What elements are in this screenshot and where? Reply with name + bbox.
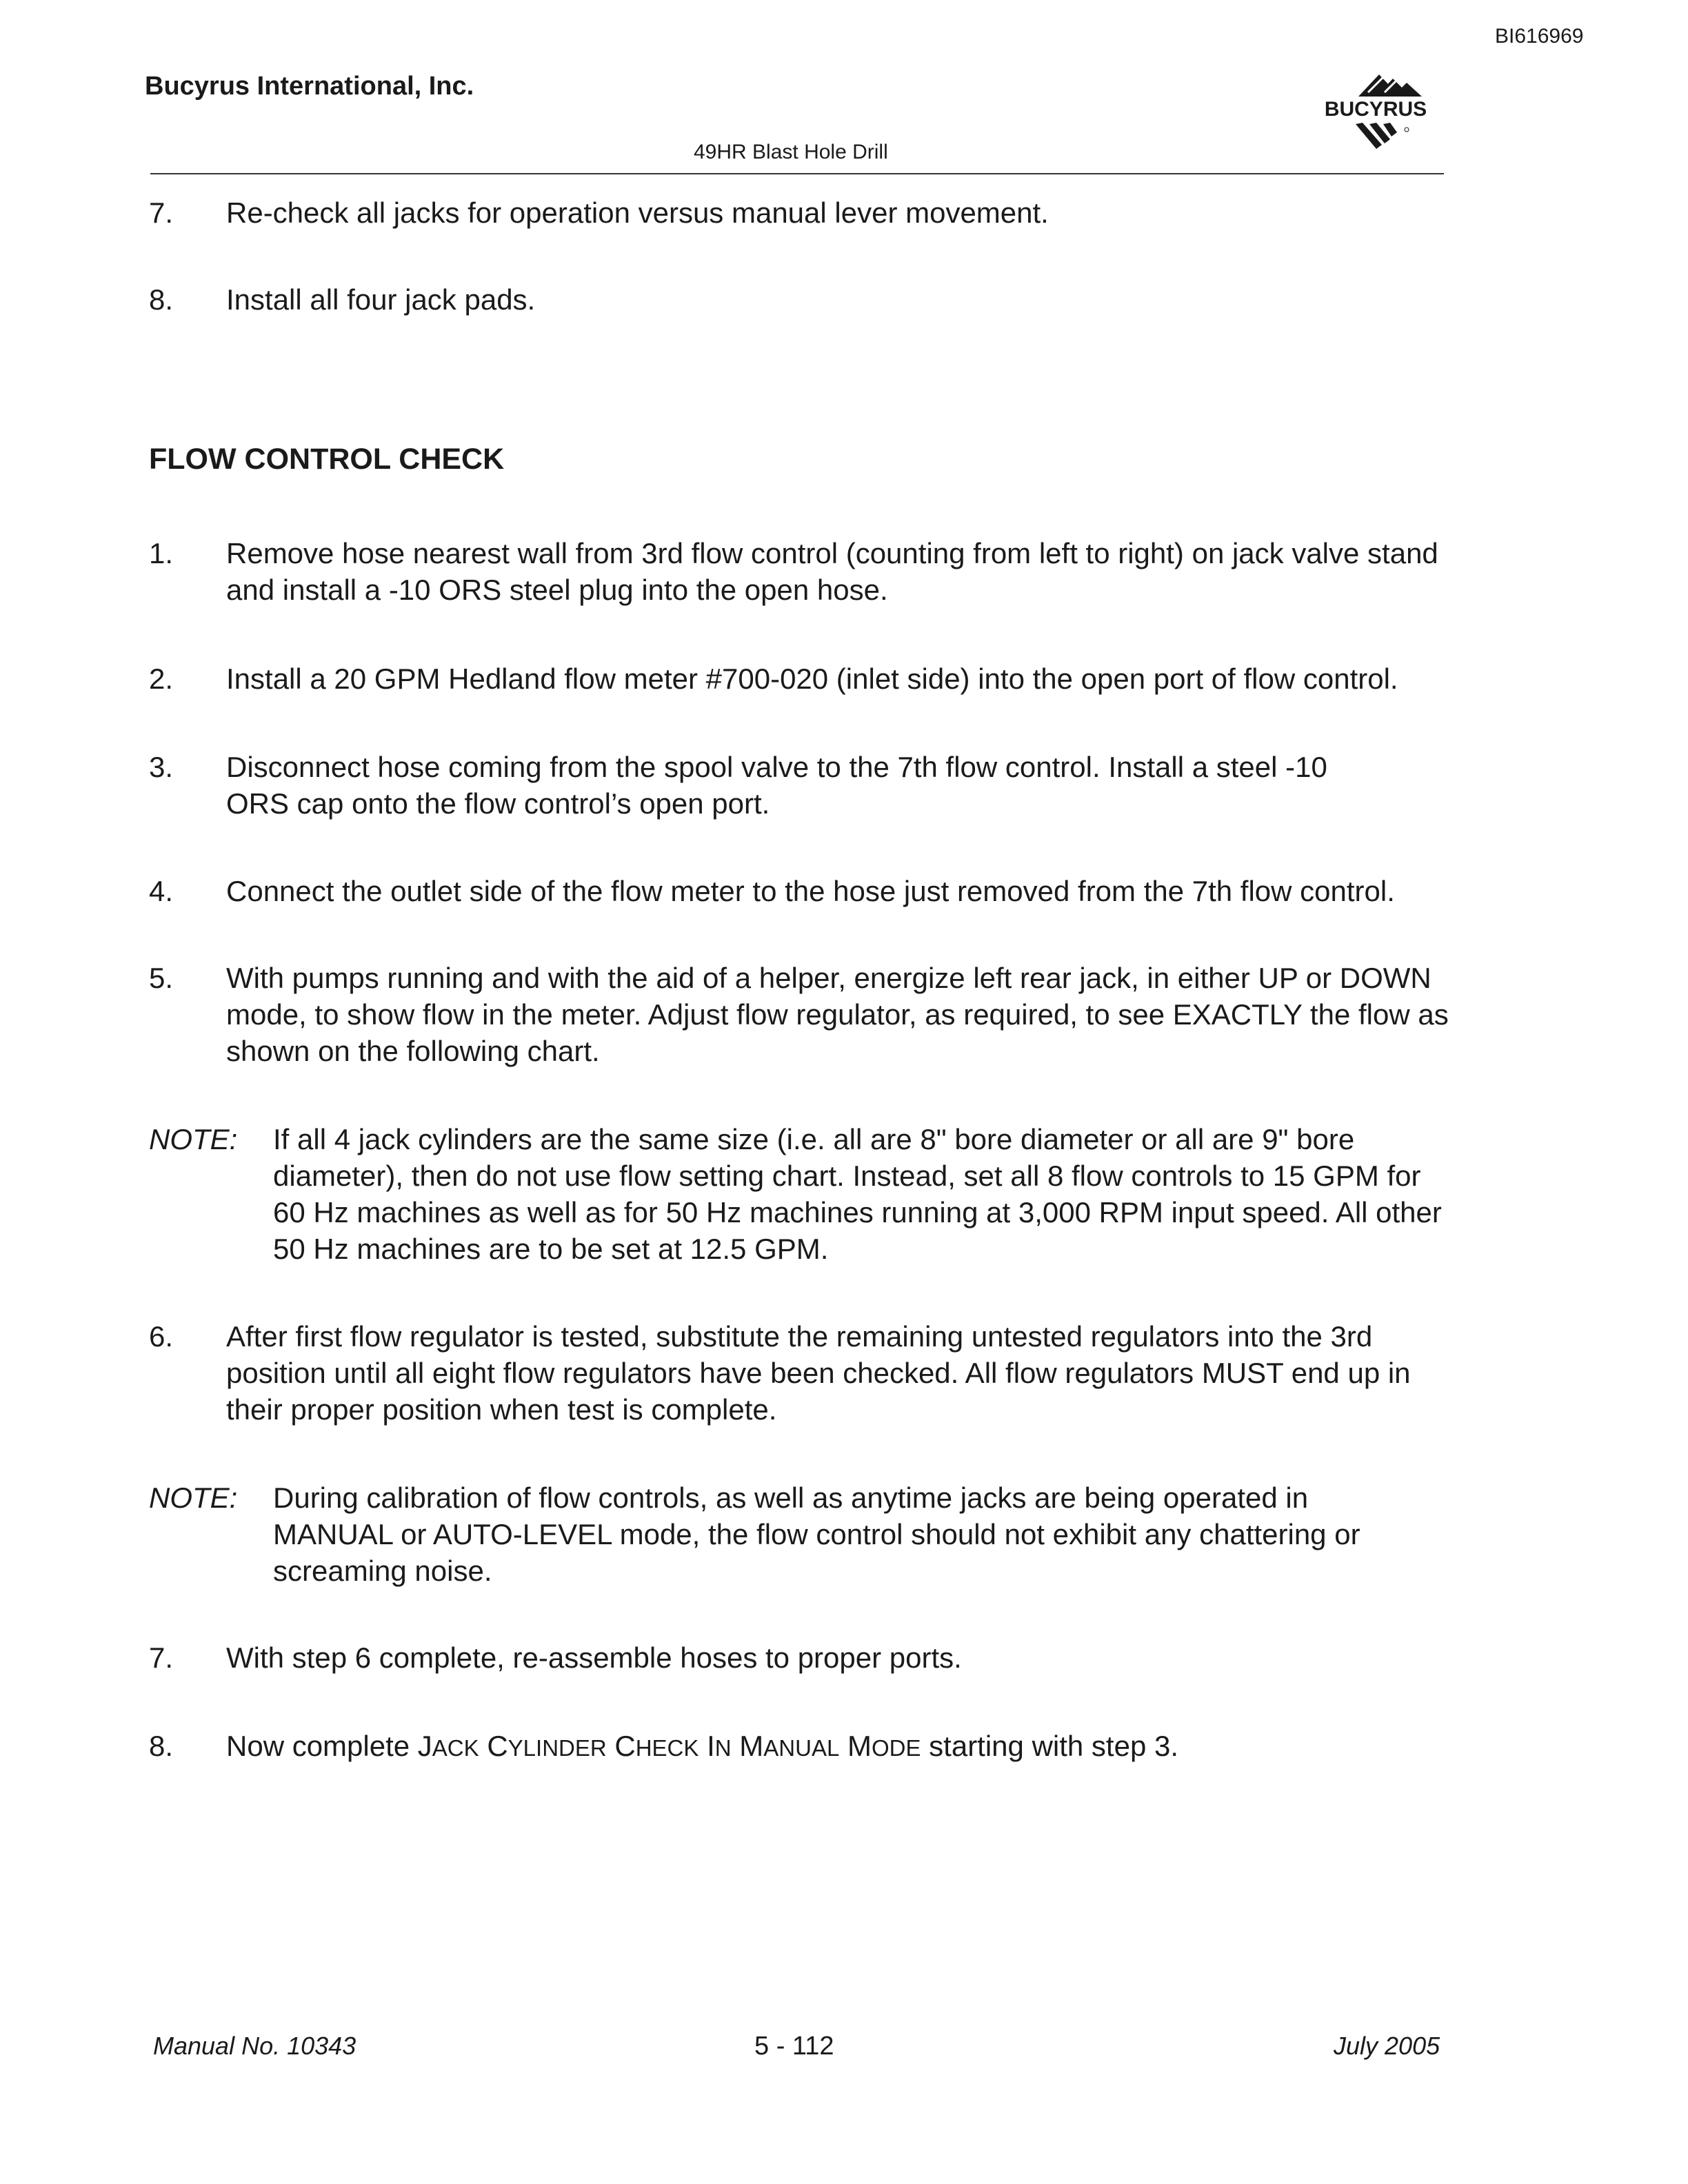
step-text: With pumps running and with the aid of a helper, energize left rear jack, in either UP or DOWN mode, to show flow in the meter. Adjust flow regulator, as required, to see EXACTLY the flow as shown on the following chart. [226, 962, 1449, 1067]
step-number: 8. [149, 283, 174, 316]
step-text [226, 1728, 1454, 1766]
note-text: During calibration of flow controls, as well as anytime jacks are being operated in MANUAL or AUTO-LEVEL mode, the flow control should not exhibit any chattering or screaming noise. [273, 1482, 1360, 1587]
step-text: Disconnect hose coming from the spool valve to the 7th flow control. Install a steel -10 ORS cap onto the flow control’s open port. [226, 751, 1327, 820]
product-title: 49HR Blast Hole Drill [694, 141, 888, 163]
step-number: 8. [149, 1730, 174, 1762]
header-divider [150, 173, 1444, 174]
document-id: BI616969 [1495, 25, 1584, 48]
step-number: 3. [149, 751, 174, 783]
step-number: 4. [149, 875, 174, 907]
step-text: Install all four jack pads. [226, 283, 536, 316]
step-number: 2. [149, 663, 174, 695]
note-label: NOTE: [149, 1482, 238, 1514]
note-label: NOTE: [149, 1123, 238, 1155]
step-text: Connect the outlet side of the flow meter to the hose just removed from the 7th flow control. [226, 875, 1395, 907]
footer-date: July 2005 [1334, 2032, 1440, 2060]
step-text-prefix: Now complete [226, 1730, 418, 1762]
step-text: Install a 20 GPM Hedland flow meter #700-020 (inlet side) into the open port of flow control. [226, 663, 1398, 695]
procedure-reference: JACK CYLINDER CHECK IN MANUAL MODE [417, 1730, 921, 1762]
bucyrus-logo [1310, 72, 1441, 153]
step-number: 5. [149, 962, 174, 994]
step-text: Re-check all jacks for operation versus manual lever movement. [226, 196, 1049, 229]
footer-page-number: 5 - 112 [754, 2032, 834, 2061]
footer-manual-number: Manual No. 10343 [153, 2032, 356, 2060]
step-number: 7. [149, 196, 174, 229]
svg-text:BUCYRUS: BUCYRUS [1324, 98, 1427, 121]
step-number: 1. [149, 537, 174, 569]
step-text-suffix: starting with step 3. [921, 1730, 1179, 1762]
step-number: 6. [149, 1320, 174, 1353]
step-text: With step 6 complete, re-assemble hoses to proper ports. [226, 1641, 962, 1674]
step-text: After first flow regulator is tested, substitute the remaining untested regulators into the 3rd position until all eight flow regulators have been checked. All flow regulators MUST end up in their proper position when test is complete. [226, 1320, 1411, 1426]
company-name: Bucyrus International, Inc. [145, 72, 474, 101]
section-heading: FLOW CONTROL CHECK [149, 443, 505, 476]
step-number: 7. [149, 1641, 174, 1674]
note-text: If all 4 jack cylinders are the same size (i.e. all are 8" bore diameter or all are 9" bore diameter), then do not use flow setting chart. Instead, set all 8 flow controls to 15 GPM for 60 Hz machines as well as for 50 Hz machines running at 3,000 RPM input speed. All other 50 Hz machines are to be set at 12.5 GPM. [273, 1123, 1442, 1265]
step-text: Remove hose nearest wall from 3rd flow control (counting from left to right) on jack valve stand and install a -10 ORS steel plug into the open hose. [226, 537, 1438, 606]
